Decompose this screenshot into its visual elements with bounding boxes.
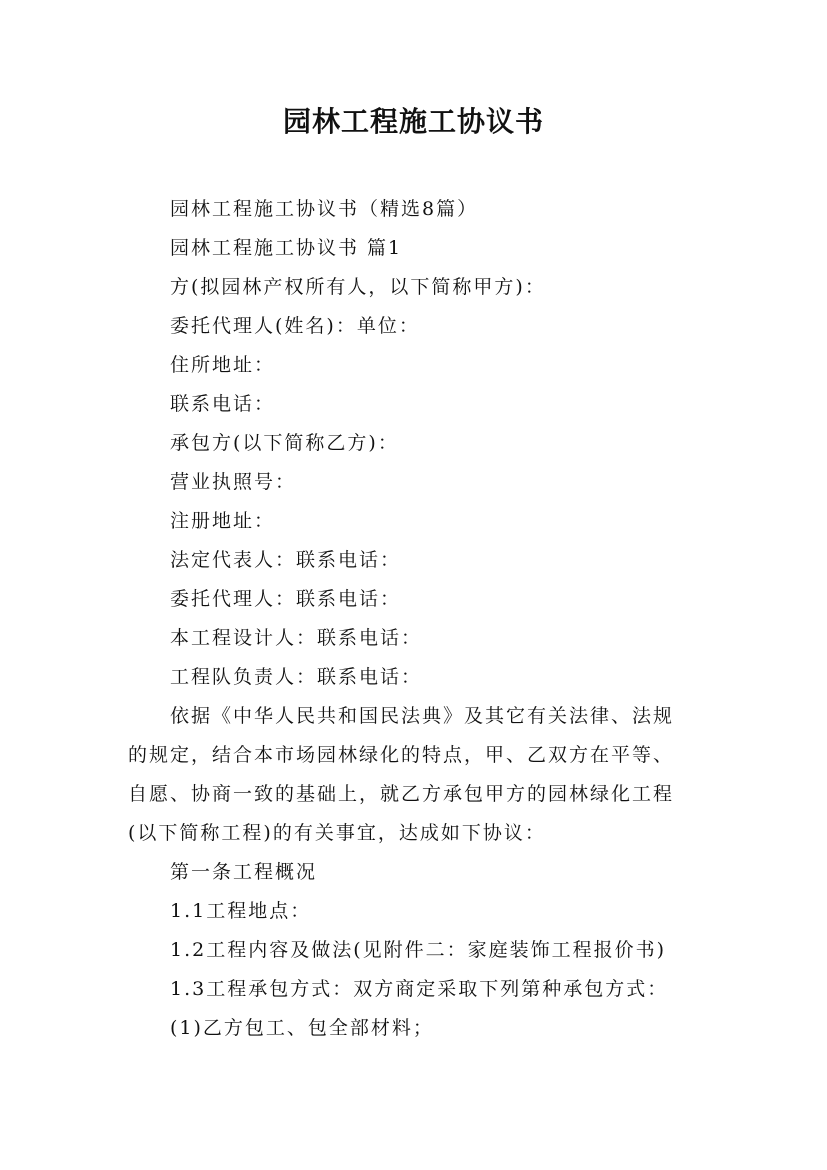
text-line-subtitle: 园林工程施工协议书（精选8篇） <box>170 198 479 220</box>
text-line-section-heading: 园林工程施工协议书 篇1 <box>170 237 403 259</box>
text-line-team-leader: 工程队负责人：联系电话： <box>170 666 423 688</box>
paragraph-line: 的规定，结合本市场园林绿化的特点，甲、乙双方在平等、 <box>128 744 675 766</box>
text-line-party-a: 方(拟园林产权所有人，以下简称甲方)： <box>170 276 546 298</box>
paragraph-line: (以下简称工程)的有关事宜，达成如下协议： <box>128 822 546 844</box>
text-line-article-1: 第一条工程概况 <box>170 861 318 883</box>
text-line-phone: 联系电话： <box>170 393 276 415</box>
text-line-address: 住所地址： <box>170 354 276 376</box>
text-line-agent-b: 委托代理人：联系电话： <box>170 588 402 610</box>
text-line-party-b: 承包方(以下简称乙方)： <box>170 432 399 454</box>
text-line-agent: 委托代理人(姓名)：单位： <box>170 315 420 337</box>
document-body <box>128 190 718 1048</box>
text-line-legal-rep: 法定代表人：联系电话： <box>170 549 402 571</box>
paragraph-line: 依据《中华人民共和国民法典》及其它有关法律、法规 <box>170 705 675 727</box>
text-line-designer: 本工程设计人：联系电话： <box>170 627 423 649</box>
text-line-option-1: (1)乙方包工、包全部材料； <box>170 1017 434 1039</box>
paragraph-line: 自愿、协商一致的基础上，就乙方承包甲方的园林绿化工程 <box>128 783 675 805</box>
document-title: 园林工程施工协议书 <box>282 105 544 138</box>
text-line-license: 营业执照号： <box>170 471 297 493</box>
text-line-content: 1.2工程内容及做法(见附件二：家庭装饰工程报价书) <box>170 939 667 961</box>
text-line-location: 1.1工程地点： <box>170 900 312 922</box>
text-line-registered-address: 注册地址： <box>170 510 276 532</box>
text-line-method: 1.3工程承包方式：双方商定采取下列第种承包方式： <box>170 978 669 1000</box>
text-paragraph-basis <box>128 697 718 853</box>
